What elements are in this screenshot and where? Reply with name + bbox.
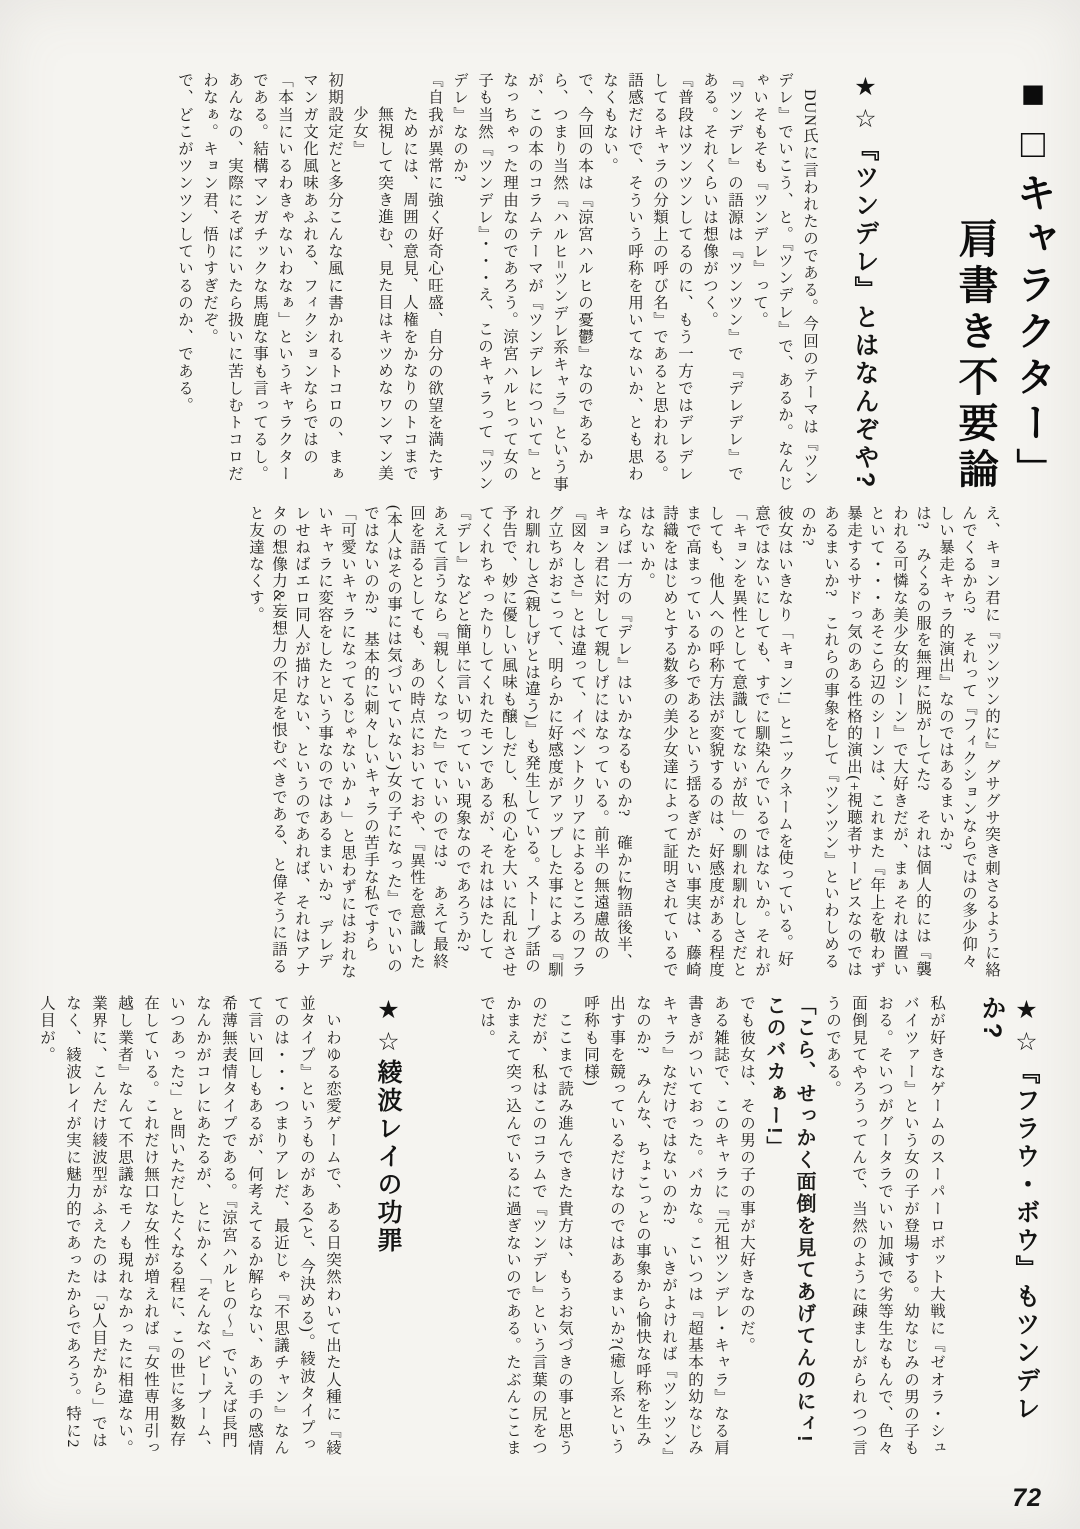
top-article-band (55, 72, 1062, 496)
paragraph: でも彼女は、その男の子の事が大好きなのだ。 (738, 995, 755, 1355)
paragraph: 私が好きなゲームのスーパーロボット大戦に『ゼオラ・シュバイツァー』という女の子が登場する。幼なじみの男の子もおる。そいつがグータラでいい加減で劣等生なもんで、色々面倒見てやろうってんで、当然のように疎ましがられつつ言うのである。 (824, 995, 945, 1457)
paragraph: 『普段はツンツンしてるのに、もう一方ではデレデレしてるキャラの分類上の呼び名』であると思われる。語感だけで、そういう呼称を用いてないか、とも思わなくもない。 (601, 72, 693, 483)
paragraph: 『自我が異常に強く好奇心旺盛、自分の欲望を満たすためには、周囲の意見、人権をかなりのトコまで無視して突き進む、見た目はキツめなワンマン美少女』 (351, 72, 443, 483)
paragraph: 初期設定だと多分こんな風に書かれるトコロの、まぁマンガ文化風味あふれる、フィクションならではの「本当にいるわきゃないわなぁ」というキャラクターである。結構マンガチックな馬鹿な事も言ってるし。あんなの、実際にそばにいたら扱いに苦しむトコロだわなぁ。キョン君、悟りすぎだぞ。 (201, 72, 343, 483)
section-ayanami-rei (33, 995, 429, 1465)
paragraph: 『ツンデレ』の語源は『ツンツン』で『デレデレ』である。それくらいは想像がつく。 (701, 72, 743, 483)
paragraph: え、キョン君に『ツンツン的に』グサグサ突き刺さるように絡んでくるから? それって『フィクションならではの多少仰々しい暴走キャラ的演出』なのではあるまいか? (937, 505, 1000, 979)
paragraph: 彼女はいきなり「キョン!」とニックネームを使っている。好意ではないにしても、すでに馴染んでいるではないか。それが「キョンを異性として意識してないが故」の馴れ馴れしさだとしても、他人への呼称方法が変貌するのは、好感度がある程度まで高まっているからであるという揺るぎがたい事実は、藤崎詩織をはじめとする数多の美少女達によって証明されているではないか。 (638, 505, 793, 979)
paragraph: で、今回の本は『涼宮ハルヒの憂鬱』なのであるから、つまり当然『ハルヒ=ツンデレ系キャラ』という事が、この本のコラムテーマが『ツンデレについて』となっちゃった理由なのであろう。涼宮ハルヒって女の子も当然『ツンデレ』・・・え、このキャラって『ツンデレ』なのか? (451, 72, 593, 493)
article-title (946, 72, 1062, 496)
section-heading-frau-bow: ★☆『フラウ・ボウ』もツンデレか? (978, 995, 1040, 1423)
section-body-tsundere (172, 72, 822, 496)
section-body-tsundere-continued (244, 505, 1003, 983)
middle-article-band (55, 505, 1003, 983)
section-tsundere-continued (244, 505, 1003, 983)
bottom-article-band (38, 995, 1067, 1465)
paragraph: いわゆる恋愛ゲームで、ある日突然わいて出た人種に『綾並タイプ』というものがある(と、今決める)。綾波タイプってのは・・・つまりアレだ、最近じゃ『不思議チャン』なんて言い回しもあるが、何考えてるか解らない、あの手の感情希薄無表情タイプである。『涼宮ハルヒの〜』でいえば長門なんかがコレにあたるが、とにかく「そんなベビーブーム、いつあった?」と問いただしたくなる程に、この世に多数存在している。これだけ無口な女性が増えれば『女性専用引っ越し業者』なんて不思議なモノも現れなかったに相違ない。業界に、こんだけ綾波型がふえたのは「3人目だから」ではなく、綾波レイが実に魅力的であったからであろう。特に2人目が。 (38, 995, 341, 1457)
paragraph: ある雑誌で、このキャラに『元祖ツンデレ・キャラ』なる肩書きがついておった。バカな。こいつは『超基本的幼なじみキャラ』なだけではないのか? いきがよければ『ツンツン』なのか? みんな、ちょこっとの事象から愉快な呼称を生み出す事を競っているだけなのではあるまいか?(癒し系という呼称も同様) (582, 995, 729, 1458)
section-heading-ayanami-rei: ★☆綾波レイの功罪 (374, 995, 402, 1255)
article-title-line-2: 肩書き不要論 (953, 218, 997, 494)
section-heading-tsundere: ★☆『ツンデレ』とはなんぞや? (851, 72, 879, 491)
article-title-line-1: ■□キャラクター」 (1011, 72, 1055, 494)
paragraph: DUN氏に言われたのである。今回のテーマは『ツンデレ』でいこう、と。『ツンデレ』で、あるか。なんじゃいそもそも『ツンデレ』って。 (751, 72, 818, 492)
section-body-frau-bow (473, 995, 949, 1465)
paragraph: 「こら、せっかく面倒を見てあげてんのにィ!このバカぁー!」 (763, 995, 815, 1444)
page-number: 72 (1012, 1484, 1042, 1512)
paragraph: ならば一方の『デレ』はいかなるものか? 確かに物語後半、キョン君に対して親しげにはなっている。前半の無遠慮故の『図々しさ』とは違って、イベントクリアによるところのフラグ立ちがおこって、明らかに好感度がアップした事による『馴れ馴れしさ(親しげとは違う)』も発生している。ストーブ話の予告で、妙に優しい風味も醸しだし、私の心を大いに乱れさせてくれちゃったりしてくれたモンであるが、それははたして『デレ』などと簡単に言い切っていい現象なのであろうか? あえて言うなら『親しくなった』でいいのでは? あえて最終回を語るとしても、あの時点においておや、『異性を意識した(本人はその事には気づいていない)女の子になった』でいいのではないのか? 基本的に刺々しいキャラの苦手な私ですら「可愛いキャラになってるじゃないか♪」と思わずにはおれないキャラに変容をしたという事なのではあるまいか? デレデレせねばエロ同人が描けない、というのであれば、それはアナタの想像力&妄想力の不足を恨むべきである、と偉そうに語ると友達なくす。 (247, 505, 632, 980)
section-frau-bow (473, 995, 1067, 1465)
section-body-ayanami-rei (33, 995, 345, 1465)
paragraph: ここまで読み進んできた貴方は、もうお気づきの事と思うのだが、私はこのコラムで『ツンデレ』という言葉の尻をつかまえて突っ込んでいるに過ぎないのである。たぶんここまでは。 (478, 995, 573, 1457)
paragraph: は? みくるの服を無理に脱がしてた? それは個人的には『襲われる可憐な美少女的シーン』で大好きだが、まぁそれは置いといて・・・あそこら辺のシーンは、これまた『年上を敬わず暴走するサドっ気のある性格的演出(+視聴者サービスなのではあるまいか? これらの事象をして『ツンツン』といわしめるのか? (799, 505, 931, 979)
section-tsundere (172, 72, 912, 496)
paragraph: で、どこがツンツンしているのか、である。 (176, 72, 193, 414)
